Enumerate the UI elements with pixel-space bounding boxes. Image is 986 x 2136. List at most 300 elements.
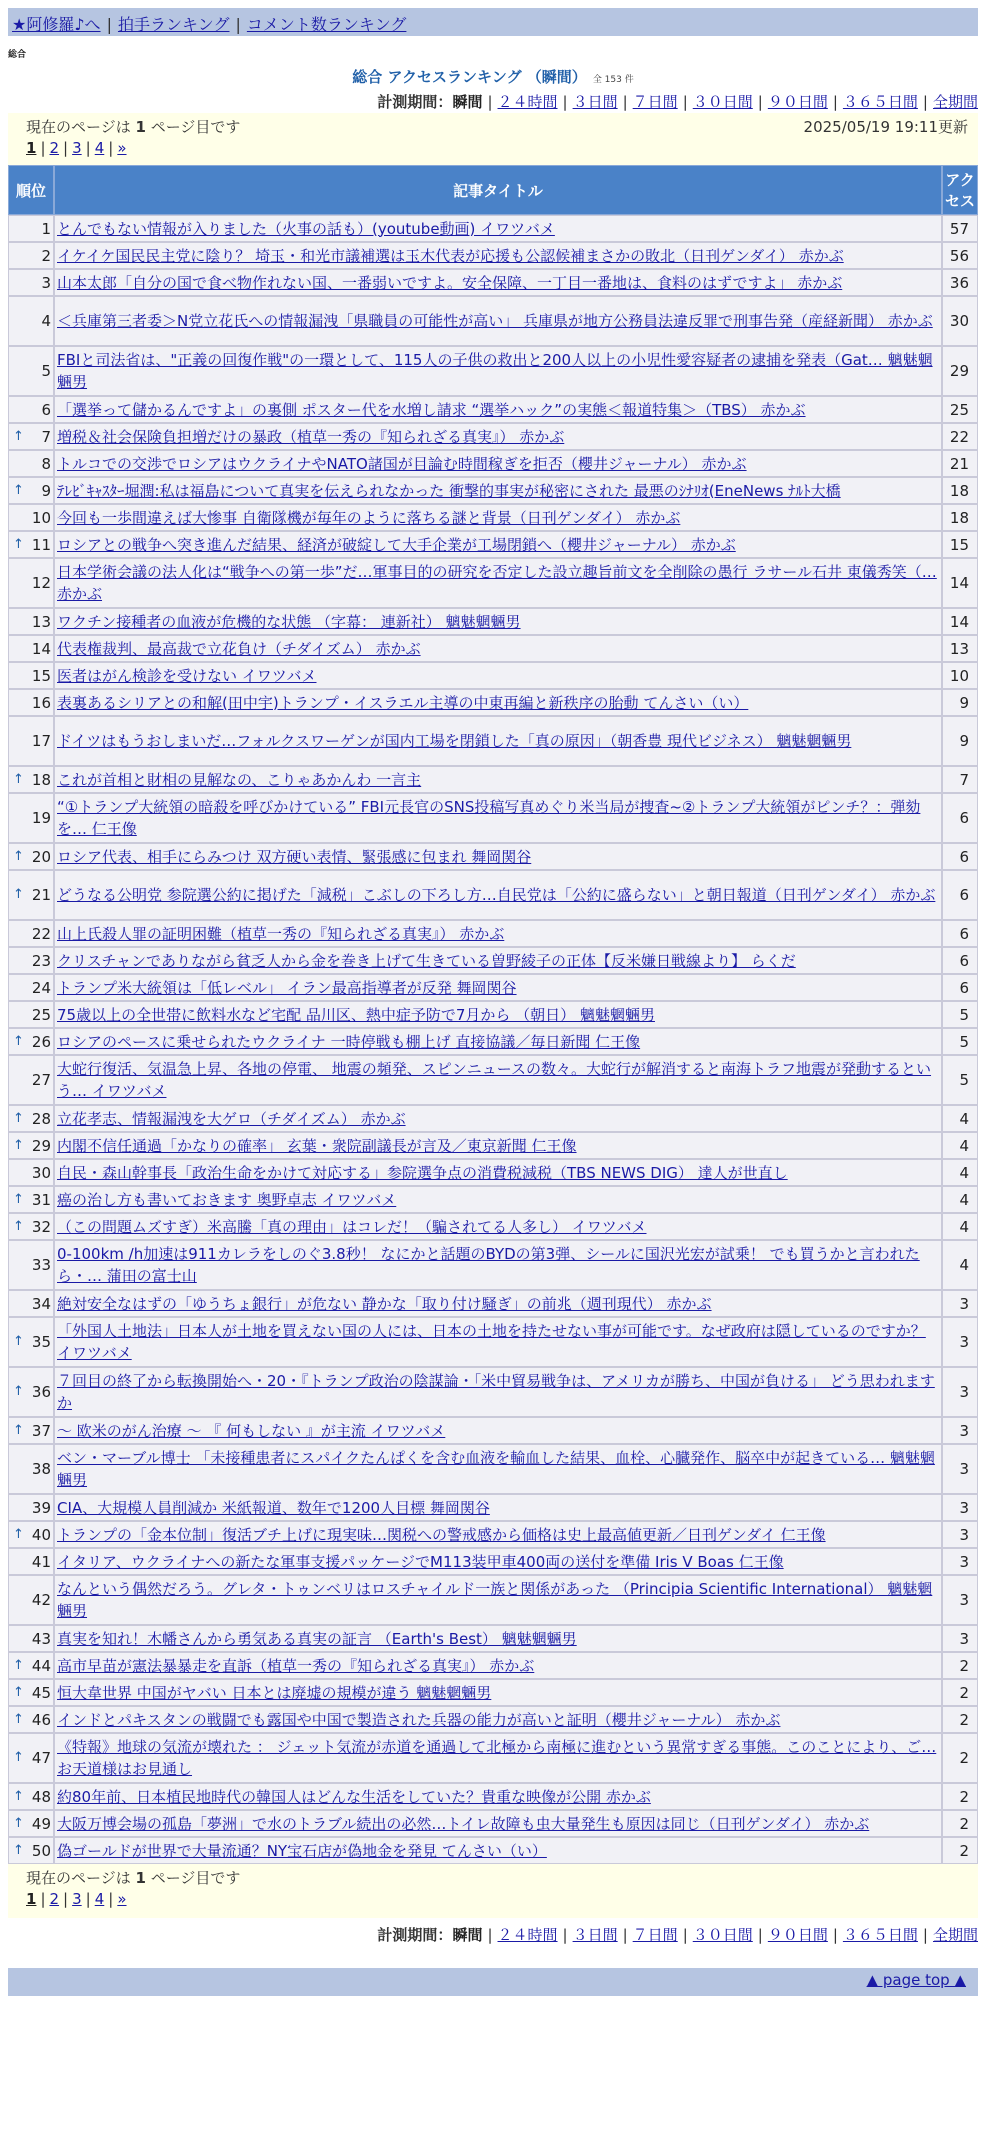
access-count: 4 — [942, 1213, 978, 1240]
table-row — [8, 947, 978, 974]
title-cell — [54, 346, 942, 396]
page-sep: | — [63, 1890, 69, 1908]
title-cell — [54, 1494, 942, 1521]
page-status-pre: 現在のページは — [26, 1869, 136, 1887]
page-sep: | — [40, 139, 46, 157]
column-header-access: アクセス — [942, 165, 978, 215]
title-cell — [54, 716, 942, 766]
access-count: 5 — [942, 1001, 978, 1028]
page-status-pre: 現在のページは — [26, 118, 136, 136]
rank-number: 4 — [41, 312, 51, 330]
title-cell — [54, 1810, 942, 1837]
access-count: 15 — [942, 531, 978, 558]
rank-cell — [8, 1652, 54, 1679]
rank-up-arrow-icon: ↑ — [13, 1526, 24, 1542]
access-count: 6 — [942, 793, 978, 843]
rank-number: 45 — [31, 1683, 51, 1702]
article-link[interactable]: ７回目の終了から転換開始へ・20・『トランプ政治の陰謀論・「米中貿易戦争は、アメリカが勝ち、中国が負ける」 どう思われますか — [57, 1372, 935, 1412]
access-count: 3 — [942, 1625, 978, 1652]
title-cell — [54, 1733, 942, 1783]
title-cell — [54, 920, 942, 947]
page-next-link[interactable]: » — [117, 1890, 127, 1908]
access-count: 30 — [942, 296, 978, 346]
title-cell — [54, 423, 942, 450]
article-link[interactable]: 「外国人土地法」日本人が土地を買えない国の人には、日本の土地を持たせない事が可能です。なぜ政府は隠しているのですか？ イワツバメ — [57, 1322, 926, 1362]
rank-cell — [8, 1132, 54, 1159]
article-link[interactable]: イケイケ国民民主党に陰り？ 埼玉・和光市議補選は玉木代表が応援も公認候補まさかの敗北（日刊ゲンダイ） 赤かぶ — [57, 246, 844, 265]
rank-cell — [8, 1367, 54, 1417]
access-count: 2 — [942, 1810, 978, 1837]
period-link-5[interactable]: ３６５日間 — [842, 1926, 918, 1944]
rank-cell — [8, 1679, 54, 1706]
rank-up-arrow-icon: ↑ — [13, 771, 24, 787]
rank-cell — [8, 635, 54, 662]
rank-number: 24 — [31, 978, 51, 997]
article-link[interactable]: ﾃﾚﾋﾞｷｬｽﾀｰ堀潤:私は福島について真実を伝えられなかった 衝撃的事実が秘密にされた 最悪のｼﾅﾘｵ(EneNews ﾅﾙﾄ大橋 — [57, 481, 841, 500]
period-link-4[interactable]: ９０日間 — [767, 93, 828, 111]
period-selector-bottom — [0, 1924, 978, 1946]
rank-number: 27 — [31, 1071, 51, 1089]
table-row — [8, 793, 978, 843]
title-cell — [54, 766, 942, 793]
table-row — [8, 1186, 978, 1213]
rank-number: 35 — [31, 1333, 51, 1351]
table-row — [8, 920, 978, 947]
access-count: 14 — [942, 558, 978, 608]
period-sep: | — [832, 1926, 838, 1944]
rank-number: 40 — [31, 1525, 51, 1544]
rank-number: 8 — [41, 454, 51, 473]
rank-cell — [8, 504, 54, 531]
table-row — [8, 1240, 978, 1290]
rank-number: 16 — [31, 693, 51, 712]
access-count: 22 — [942, 423, 978, 450]
access-count: 18 — [942, 504, 978, 531]
rank-cell — [8, 870, 54, 920]
rank-number: 7 — [41, 427, 51, 446]
access-count: 36 — [942, 269, 978, 296]
page-sep: | — [40, 1890, 46, 1908]
rank-cell — [8, 793, 54, 843]
article-link[interactable]: 75歳以上の全世帯に飲料水など宅配 品川区、熱中症予防で7月から （朝日） 魑魅魍魎男 — [57, 1005, 655, 1024]
nav-sep: | — [106, 15, 112, 34]
article-link[interactable]: インドとパキスタンの戦闘でも露国や中国で製造された兵器の能力が高いと証明（櫻井ジャーナル） 赤かぶ — [57, 1710, 781, 1729]
page-link-0[interactable]: 2 — [49, 1890, 60, 1908]
period-sep: | — [922, 93, 928, 111]
rank-up-arrow-icon: ↑ — [13, 536, 24, 552]
rank-cell — [8, 1317, 54, 1367]
rank-cell — [8, 396, 54, 423]
table-row — [8, 843, 978, 870]
access-count: 4 — [942, 1105, 978, 1132]
total-count: 全 153 件 — [592, 75, 634, 85]
access-count: 9 — [942, 689, 978, 716]
table-row — [8, 974, 978, 1001]
period-sep: | — [487, 1926, 493, 1944]
article-link[interactable]: 立花孝志、情報漏洩を大ゲロ（チダイズム） 赤かぶ — [57, 1109, 406, 1128]
rank-cell — [8, 920, 54, 947]
table-row — [8, 662, 978, 689]
table-row — [8, 1055, 978, 1105]
access-count: 7 — [942, 766, 978, 793]
table-row — [8, 1625, 978, 1652]
title-cell — [54, 296, 942, 346]
article-link[interactable]: ～ 欧米のがん治療 ～ 『 何もしない 』が主流 イワツバメ — [57, 1421, 446, 1440]
article-link[interactable]: 真実を知れ！木幡さんから勇気ある真実の証言 （Earth's Best） 魑魅魍魎男 — [57, 1629, 577, 1648]
title-cell — [54, 1417, 942, 1444]
title-cell — [54, 947, 942, 974]
article-link[interactable]: 山本太郎「自分の国で食べ物作れない国、一番弱いですよ。安全保障、一丁目一番地は、食料のはずですよ」 赤かぶ — [57, 273, 843, 292]
page-status-num: 1 — [135, 1869, 146, 1887]
table-row — [8, 716, 978, 766]
article-link[interactable]: 「選挙って儲かるんですよ」の裏側 ポスター代を水増し請求 “選挙ハック”の実態＜報道特集＞（TBS） 赤かぶ — [57, 400, 806, 419]
title-cell — [54, 1290, 942, 1317]
pagination — [26, 1890, 978, 1908]
table-row — [8, 1159, 978, 1186]
rank-cell — [8, 477, 54, 504]
article-link[interactable]: 内閣不信任通過「かなりの確率」 玄葉・衆院副議長が言及／東京新聞 仁王像 — [57, 1136, 577, 1155]
article-link[interactable]: なんという偶然だろう。グレタ・トゥンベリはロスチャイルド一族と関係があった （Principia Scientific International） 魑魅魍魎男 — [57, 1580, 933, 1620]
table-row — [8, 1444, 978, 1494]
access-count: 6 — [942, 870, 978, 920]
access-count: 3 — [942, 1548, 978, 1575]
rank-number: 48 — [31, 1787, 51, 1806]
table-row — [8, 477, 978, 504]
rank-number: 28 — [31, 1109, 51, 1128]
period-current: 瞬間 — [452, 1926, 483, 1944]
access-count: 10 — [942, 662, 978, 689]
access-count: 4 — [942, 1159, 978, 1186]
article-link[interactable]: 《特報》地球の気流が壊れた ： ジェット気流が赤道を通過して北極から南極に進むという異常すぎる事態。このことにより、ご… お天道様はお見通し — [57, 1738, 937, 1778]
rank-cell — [8, 296, 54, 346]
rank-number: 15 — [31, 666, 51, 685]
rank-number: 11 — [31, 535, 51, 554]
rank-number: 46 — [31, 1710, 51, 1729]
article-link[interactable]: 山上氏殺人罪の証明困難（植草一秀の『知られざる真実』） 赤かぶ — [57, 924, 505, 943]
title-cell — [54, 1625, 942, 1652]
column-header-rank: 順位 — [8, 165, 54, 215]
rank-cell — [8, 531, 54, 558]
top-nav-bar — [8, 8, 978, 36]
rank-number: 6 — [41, 400, 51, 419]
rank-cell — [8, 1290, 54, 1317]
rank-up-arrow-icon: ↑ — [13, 1033, 24, 1049]
title-cell — [54, 531, 942, 558]
rank-number: 26 — [31, 1032, 51, 1051]
article-link[interactable]: 表裏あるシリアとの和解(田中宇)トランプ・イスラエル主導の中東再編と新秩序の胎動 てんさい（い） — [57, 693, 749, 712]
rank-cell — [8, 716, 54, 766]
article-link[interactable]: 大阪万博会場の孤島「夢洲」で水のトラブル続出の必然…トイレ故障も虫大量発生も原因は同じ（日刊ゲンダイ） 赤かぶ — [57, 1814, 870, 1833]
access-count: 57 — [942, 215, 978, 242]
rank-cell — [8, 1186, 54, 1213]
title-cell — [54, 1240, 942, 1290]
page-current: 1 — [26, 139, 37, 157]
article-link[interactable]: 自民・森山幹事長「政治生命をかけて対応する」参院選争点の消費税減税（TBS NEWS DIG） 達人が世直し — [57, 1163, 788, 1182]
title-cell — [54, 1186, 942, 1213]
access-count: 3 — [942, 1494, 978, 1521]
title-cell — [54, 269, 942, 296]
article-link[interactable]: ロシア代表、相手にらみつけ 双方硬い表情、緊張感に包まれ 舞岡関谷 — [57, 847, 532, 866]
rank-cell — [8, 1733, 54, 1783]
title-cell — [54, 1575, 942, 1625]
table-row — [8, 423, 978, 450]
pagination — [26, 139, 978, 157]
table-row — [8, 1001, 978, 1028]
access-count: 3 — [942, 1444, 978, 1494]
article-link[interactable]: クリスチャンでありながら貧乏人から金を巻き上げて生きている曽野綾子の正体【反米嫌日戦線より】 らくだ — [57, 951, 796, 970]
table-row — [8, 1417, 978, 1444]
access-count: 3 — [942, 1290, 978, 1317]
table-row — [8, 296, 978, 346]
access-count: 6 — [942, 843, 978, 870]
rank-up-arrow-icon: ↑ — [13, 1788, 24, 1804]
page-link-1[interactable]: 3 — [72, 1890, 82, 1908]
rank-up-arrow-icon: ↑ — [13, 1657, 24, 1673]
updated-timestamp: 2025/05/19 19:11更新 — [803, 118, 968, 136]
period-link-0[interactable]: ２４時間 — [497, 1926, 558, 1944]
page-next-link[interactable]: » — [117, 139, 127, 157]
rank-cell — [8, 423, 54, 450]
page-top-link[interactable]: ▲ page top ▲ — [866, 1971, 966, 1989]
rank-cell — [8, 608, 54, 635]
title-cell — [54, 662, 942, 689]
access-count: 3 — [942, 1575, 978, 1625]
table-row — [8, 1213, 978, 1240]
footer-bar — [8, 1968, 978, 1996]
rank-number: 19 — [31, 809, 51, 827]
period-link-4[interactable]: ９０日間 — [767, 1926, 828, 1944]
access-count: 4 — [942, 1240, 978, 1290]
article-link[interactable]: トランプ米大統領は「低レベル」 イラン最高指導者が反発 舞岡関谷 — [57, 978, 517, 997]
rank-number: 32 — [31, 1217, 51, 1236]
period-link-1[interactable]: ３日間 — [572, 1926, 618, 1944]
title-cell — [54, 870, 942, 920]
title-cell — [54, 1444, 942, 1494]
nav-link-comment-ranking[interactable]: コメント数ランキング — [246, 15, 407, 34]
breadcrumb: 総合 — [8, 50, 27, 60]
access-count: 18 — [942, 477, 978, 504]
article-link[interactable]: FBIと司法省は、"正義の回復作戦"の一環として、115人の子供の救出と200人以上の小児性愛容疑者の逮捕を発表（Gat… 魑魅魍魎男 — [57, 351, 933, 391]
access-count: 29 — [942, 346, 978, 396]
period-link-3[interactable]: ３０日間 — [692, 93, 753, 111]
rank-up-arrow-icon: ↑ — [13, 1191, 24, 1207]
table-row — [8, 1783, 978, 1810]
rank-number: 30 — [31, 1163, 51, 1182]
title-cell — [54, 504, 942, 531]
rank-cell — [8, 269, 54, 296]
page-sep: | — [85, 139, 91, 157]
rank-cell — [8, 1417, 54, 1444]
period-sep: | — [922, 1926, 928, 1944]
page-link-0[interactable]: 2 — [49, 139, 60, 157]
period-link-3[interactable]: ３０日間 — [692, 1926, 753, 1944]
access-count: 4 — [942, 1186, 978, 1213]
rank-cell — [8, 1105, 54, 1132]
table-row — [8, 1679, 978, 1706]
rank-number: 20 — [31, 847, 51, 866]
article-link[interactable]: 医者はがん検診を受けない イワツバメ — [57, 666, 317, 685]
table-row — [8, 1706, 978, 1733]
table-row — [8, 1733, 978, 1783]
article-link[interactable]: 偽ゴールドが世界で大量流通？NY宝石店が偽地金を発見 てんさい（い） — [57, 1841, 547, 1860]
rank-cell — [8, 974, 54, 1001]
article-link[interactable]: 0-100km /h加速は911カレラをしのぐ3.8秒！ なにかと話題のBYDの第3弾、シールに国沢光宏が試乗！ でも買うかと言われたら・… 蒲田の富士山 — [57, 1245, 920, 1285]
rank-cell — [8, 450, 54, 477]
table-row — [8, 504, 978, 531]
table-row — [8, 242, 978, 269]
table-row — [8, 870, 978, 920]
access-count: 3 — [942, 1521, 978, 1548]
rank-cell — [8, 558, 54, 608]
access-count: 21 — [942, 450, 978, 477]
page-status-num: 1 — [135, 118, 146, 136]
page-link-2[interactable]: 4 — [94, 1890, 105, 1908]
article-link[interactable]: ロシアのペースに乗せられたウクライナ 一時停戦も棚上げ 直接協議／毎日新聞 仁王像 — [57, 1032, 641, 1051]
title-cell — [54, 608, 942, 635]
title-cell — [54, 215, 942, 242]
period-sep: | — [832, 93, 838, 111]
period-link-6[interactable]: 全期間 — [932, 93, 978, 111]
page-sep: | — [63, 139, 69, 157]
rank-up-arrow-icon: ↑ — [13, 1218, 24, 1234]
access-count: 2 — [942, 1706, 978, 1733]
article-link[interactable]: CIA、大規模人員削減か 米紙報道、数年で1200人目標 舞岡関谷 — [57, 1498, 490, 1517]
rank-number: 10 — [31, 508, 51, 527]
rank-cell — [8, 1575, 54, 1625]
rank-number: 34 — [31, 1294, 51, 1313]
article-link[interactable]: 大蛇行復活、気温急上昇、各地の停電、 地震の頻発、スピンニュースの数々。大蛇行が解消すると南海トラフ地震が発動するという… イワツバメ — [57, 1060, 932, 1100]
access-count: 5 — [942, 1055, 978, 1105]
period-label: 計測期間： — [377, 1926, 453, 1944]
rank-up-arrow-icon: ↑ — [13, 1422, 24, 1438]
article-link[interactable]: ドイツはもうおしまいだ…フォルクスワーゲンが国内工場を閉鎖した「真の原因」（朝香豊 現代ビジネス） 魑魅魍魎男 — [57, 732, 852, 750]
rank-cell — [8, 242, 54, 269]
article-link[interactable]: これが首相と財相の見解なの、こりゃあかんわ 一言主 — [57, 770, 422, 789]
rank-number: 41 — [31, 1552, 51, 1571]
period-link-1[interactable]: ３日間 — [572, 93, 618, 111]
rank-number: 18 — [31, 770, 51, 789]
page-link-1[interactable]: 3 — [72, 139, 82, 157]
rank-number: 47 — [31, 1749, 51, 1767]
article-link[interactable]: （この問題ムズすぎ）米高騰「真の理由」はコレだ！（騙されてる人多し） イワツバメ — [57, 1217, 647, 1236]
period-current: 瞬間 — [452, 93, 483, 111]
table-row — [8, 269, 978, 296]
rank-cell — [8, 766, 54, 793]
nav-link-applause-ranking[interactable]: 拍手ランキング — [117, 15, 230, 34]
title-cell — [54, 689, 942, 716]
article-link[interactable]: ロシアとの戦争へ突き進んだ結果、経済が破綻して大手企業が工場閉鎖へ（櫻井ジャーナル） 赤かぶ — [57, 535, 736, 554]
article-link[interactable]: イタリア、ウクライナへの新たな軍事支援パッケージでM113装甲車400両の送付を準備 Iris V Boas 仁王像 — [57, 1552, 784, 1571]
page-status-post: ページ目です — [145, 1869, 241, 1887]
title-cell — [54, 1105, 942, 1132]
article-link[interactable]: 今回も一歩間違えば大惨事 自衛隊機が毎年のように落ちる謎と背景（日刊ゲンダイ） 赤かぶ — [57, 508, 681, 527]
period-link-0[interactable]: ２４時間 — [497, 93, 558, 111]
period-link-2[interactable]: ７日間 — [632, 93, 678, 111]
title-cell — [54, 477, 942, 504]
rank-number: 43 — [31, 1629, 51, 1648]
access-count: 2 — [942, 1837, 978, 1864]
article-link[interactable]: トランプの「金本位制」復活ブチ上げに現実味…関税への警戒感から価格は史上最高値更新／日刊ゲンダイ 仁王像 — [57, 1525, 826, 1544]
table-row — [8, 346, 978, 396]
page-current: 1 — [26, 1890, 37, 1908]
page-status-post: ページ目です — [145, 118, 241, 136]
rank-up-arrow-icon: ↑ — [13, 887, 24, 902]
page-sep: | — [85, 1890, 91, 1908]
article-link[interactable]: トルコでの交渉でロシアはウクライナやNATO諸国が目論む時間稼ぎを拒否（櫻井ジャーナル） 赤かぶ — [57, 454, 747, 473]
rank-number: 3 — [41, 273, 51, 292]
title-cell — [54, 793, 942, 843]
article-link[interactable]: 増税＆社会保険負担増だけの暴政（植草一秀の『知られざる真実』） 赤かぶ — [57, 427, 565, 446]
title-cell — [54, 1837, 942, 1864]
table-row — [8, 635, 978, 662]
article-link[interactable]: ベン・マーブル博士 「未接種患者にスパイクたんぱくを含む血液を輸血した結果、血栓、心臓発作、脳卒中が起きている… 魑魅魍魎男 — [57, 1449, 935, 1489]
table-row — [8, 1105, 978, 1132]
table-row — [8, 558, 978, 608]
access-count: 6 — [942, 974, 978, 1001]
pager-top — [8, 113, 978, 165]
rank-cell — [8, 843, 54, 870]
access-count: 5 — [942, 1028, 978, 1055]
article-link[interactable]: 癌の治し方も書いておきます 奥野卓志 イワツバメ — [57, 1190, 397, 1209]
rank-number: 17 — [31, 732, 51, 750]
article-link[interactable]: 高市早苗が憲法暴暴走を直訴（植草一秀の『知られざる真実』） 赤かぶ — [57, 1656, 535, 1675]
rank-up-arrow-icon: ↑ — [13, 848, 24, 864]
article-link[interactable]: とんでもない情報が入りました（火事の話も）(youtube動画) イワツバメ — [57, 219, 555, 238]
rank-number: 25 — [31, 1005, 51, 1024]
rank-up-arrow-icon: ↑ — [13, 1137, 24, 1153]
table-row — [8, 396, 978, 423]
rank-cell — [8, 1001, 54, 1028]
article-link[interactable]: 約80年前、日本植民地時代の韓国人はどんな生活をしていた？貴重な映像が公開 赤かぶ — [57, 1787, 651, 1806]
period-sep: | — [622, 1926, 628, 1944]
article-link[interactable]: ワクチン接種者の血液が危機的な状態 （字幕： 連新社） 魑魅魍魎男 — [57, 612, 521, 631]
period-link-2[interactable]: ７日間 — [632, 1926, 678, 1944]
table-row — [8, 1132, 978, 1159]
page-link-2[interactable]: 4 — [94, 139, 105, 157]
article-link[interactable]: 日本学術会議の法人化は“戦争への第一歩”だ…軍事目的の研究を否定した設立趣旨前文を全削除の愚行 ラサール石井 東儀秀笑（… 赤かぶ — [57, 563, 937, 603]
title-cell — [54, 1001, 942, 1028]
period-link-6[interactable]: 全期間 — [932, 1926, 978, 1944]
article-link[interactable]: 代表権裁判、最高裁で立花負け（チダイズム） 赤かぶ — [57, 639, 421, 658]
article-link[interactable]: 恒大韋世界 中国がヤバい 日本とは廃墟の規模が違う 魑魅魍魎男 — [57, 1683, 492, 1702]
rank-number: 13 — [31, 612, 51, 631]
title-cell — [54, 635, 942, 662]
article-link[interactable]: 絶対安全なはずの「ゆうちょ銀行」が危ない 静かな「取り付け騒ぎ」の前兆（週刊現代） 赤かぶ — [57, 1294, 712, 1313]
title-cell — [54, 558, 942, 608]
page-status — [26, 1867, 978, 1888]
rank-cell — [8, 1783, 54, 1810]
rank-cell — [8, 689, 54, 716]
title-cell — [54, 396, 942, 423]
nav-link-ashura[interactable]: ★阿修羅♪へ — [12, 15, 101, 34]
period-link-5[interactable]: ３６５日間 — [842, 93, 918, 111]
period-selector-top — [0, 91, 978, 113]
rank-cell — [8, 1810, 54, 1837]
period-sep: | — [682, 1926, 688, 1944]
article-link[interactable]: ＜兵庫第三者委＞N党立花氏への情報漏洩「県職員の可能性が高い」 兵庫県が地方公務員法違反罪で刑事告発（産経新聞） 赤かぶ — [57, 312, 933, 330]
access-count: 25 — [942, 396, 978, 423]
access-count: 56 — [942, 242, 978, 269]
title-cell — [54, 1679, 942, 1706]
access-count: 6 — [942, 947, 978, 974]
rank-cell — [8, 1240, 54, 1290]
rank-number: 49 — [31, 1814, 51, 1833]
article-link[interactable]: どうなる公明党 参院選公約に掲げた「減税」こぶしの下ろし方…自民党は「公約に盛らない」と朝日報道（日刊ゲンダイ） 赤かぶ — [57, 886, 936, 904]
article-link[interactable]: “①トランプ大統領の暗殺を呼びかけている” FBI元長官のSNS投稿写真めぐり米当局が捜査~②トランプ大統領がピンチ？：弾劾を… 仁王像 — [57, 798, 921, 838]
rank-up-arrow-icon: ↑ — [13, 482, 24, 498]
rank-number: 36 — [31, 1383, 51, 1401]
rank-up-arrow-icon: ↑ — [13, 1815, 24, 1831]
